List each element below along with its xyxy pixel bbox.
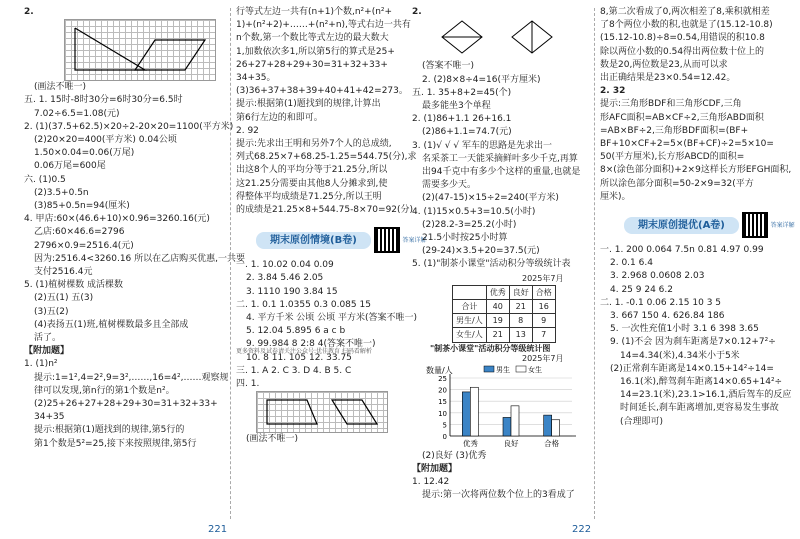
table-cell: 7 (532, 328, 555, 342)
table-row (453, 285, 556, 299)
line: 2. (24, 7, 34, 17)
line: 1,加数依次多1,所以第5行的算式是25+ (236, 46, 395, 57)
line: 1)+(n²+2)+……+(n²+n),等式右边一共有 (236, 20, 411, 31)
line: 一. 1. 200 0.064 7.5n 0.81 4.97 0.99 (600, 245, 764, 256)
line: 9. (1)不会 因为刹车距离是7×0.12+7²÷ (610, 337, 776, 348)
table-header: 良好 (509, 285, 532, 299)
y-tick-label: 20 (438, 386, 447, 395)
line: 支付2516.4元 (34, 267, 93, 278)
line: 乙店:60×46.6=2796 (34, 227, 125, 238)
page-number: 222 (572, 524, 592, 535)
answer-label: 答案详解 (770, 221, 795, 229)
line: 14=4.34(米),4.34米小于5米 (620, 350, 740, 361)
bar (552, 419, 560, 435)
line: 1. 12.42 (412, 477, 450, 488)
column-divider (230, 8, 231, 519)
line: (2)86+1.1=74.7(元) (422, 127, 512, 138)
bar (462, 392, 470, 436)
geometry-grid (64, 19, 216, 81)
line: 21.5小时按25小时算 (422, 233, 508, 244)
x-tick-label: 良好 (503, 438, 519, 448)
line: 提示:第一次将两位数个位上的3看成了 (422, 490, 575, 501)
section-title-row (256, 227, 427, 253)
line: 10. 8 11. 105 12. 33.75 (246, 352, 352, 363)
line: n个数,第一个数比等式左边的最大数大 (236, 33, 389, 44)
line: 第6行左边的和即可。 (236, 112, 323, 123)
line: 除以两位小数的0.54得出两位数十位上的 (600, 46, 765, 57)
y-axis-label: 数量/人 (426, 365, 453, 375)
line: 2. 92 (236, 125, 259, 136)
line: (合理即可) (620, 416, 664, 427)
line: 厘米)。 (600, 191, 631, 202)
bar (503, 417, 511, 436)
appendix-heading: 【附加题】 (24, 346, 70, 357)
line: 2. (412, 7, 422, 17)
table-cell: 16 (532, 300, 555, 314)
legend-male-label: 男生 (496, 365, 510, 374)
stats-table (452, 285, 556, 343)
line: (2)正常刹车距离是14×0.15+14²÷14= (610, 363, 774, 374)
line: 需要多少天。 (422, 180, 477, 191)
line: 五. 1. 15时-8时30分=6时30分=6.5时 (24, 95, 183, 106)
bar (544, 415, 552, 436)
line: (29-24)×3.5+20=37.5(元) (422, 246, 540, 257)
line: (2)25+26+27+28+29+30=31+32+33+ (34, 399, 218, 410)
x-tick-label: 优秀 (462, 438, 478, 448)
line: 所以涂色部分面积=50-2×9=32(平方 (600, 178, 754, 189)
line: 5. (1)植树棵数 成活棵数 (24, 280, 124, 291)
line: 1. (1)n² (24, 359, 58, 370)
line: 了8个两位小数的积,也就是了(15.12-10.8) (600, 20, 773, 31)
table-header (453, 285, 487, 299)
line: 活了。 (34, 333, 62, 344)
line: 形AFC面积=AB×CF÷2,三角形ABD面积 (600, 112, 764, 123)
side-note: 更多资料及试卷请关注公众号:优佳教育 扫码看解析 (236, 348, 372, 355)
line: 8,第二次看成了0,两次相差了8,乘积就相差 (600, 7, 770, 17)
line: 34+35 (34, 412, 65, 423)
right-col-3 (412, 6, 590, 502)
table-cell: 40 (486, 300, 509, 314)
table-cell: 9 (532, 314, 555, 328)
table-cell: 19 (486, 314, 509, 328)
table-cell: 13 (509, 328, 532, 342)
line: 7.02÷6.5=1.08(元) (34, 108, 120, 119)
line: 二. 1. 0.1 1.0355 0.3 0.085 15 (236, 299, 371, 310)
left-col-1 (24, 6, 246, 451)
trapezoid-drawing (257, 392, 387, 432)
chart-title: "制茶小课堂"活动积分等级统计图 (430, 343, 551, 353)
shape-drawing (432, 19, 582, 55)
line: 2. (1)86+1.1 26+16.1 (412, 114, 512, 125)
line: (画法不唯一) (246, 434, 299, 445)
line: (2)28.2-3=25.2(小时) (422, 219, 517, 230)
line: 9. 99.984 8 2:8 4(答案不唯一) (246, 339, 376, 350)
table-cell: 21 (509, 300, 532, 314)
section-title-banner: 期末原创提优(A卷) (624, 217, 739, 234)
answer-label: 答案详解 (402, 236, 427, 244)
line: 这21.25分需要由其他8人分摊求到,使 (236, 178, 388, 189)
line: (答案不唯一) (422, 61, 475, 72)
line: 3. 1110 190 3.84 15 (246, 286, 338, 297)
line: 时间延长,刹车距离增加,更容易发生事故 (620, 403, 779, 414)
line: 2. 3.84 5.46 2.05 (246, 273, 324, 284)
line: (画法不唯一) (34, 82, 87, 93)
line: (4)表扬五(1)班,植树棵数最多且全部成 (34, 319, 189, 330)
line: 3. 667 150 4. 626.84 186 (610, 311, 725, 322)
line: (2)(47-15)×15÷2=240(平方米) (422, 193, 559, 204)
qr-code-icon[interactable] (742, 212, 768, 238)
table-row (453, 300, 556, 314)
section-title-banner: 期末原创情境(B卷) (256, 232, 371, 249)
table-row (453, 328, 556, 342)
qr-code-icon[interactable] (374, 227, 400, 253)
line: 2. 0.1 6.4 (610, 258, 653, 269)
x-tick-label: 合格 (544, 438, 560, 448)
line: 4. (1)15×0.5+3=10.5(小时) (412, 206, 536, 217)
line: 最多能坐3个单程 (422, 101, 491, 112)
line: 3. (1)√ √ √ 军车的思路是先求出一 (412, 140, 552, 151)
geometry-grid (256, 391, 388, 433)
line: 第1个数是5²=25,接下来按照规律,第5行 (34, 438, 197, 449)
y-tick-label: 5 (442, 421, 447, 430)
left-col-2 (236, 6, 427, 446)
line: 26+27+28+29+30=31+32+33+ (236, 59, 388, 70)
line: 三. 1. A 2. C 3. D 4. B 5. C (236, 365, 352, 376)
table-header: 优秀 (486, 285, 509, 299)
line: 4. 甲店:60×(46.6+10)×0.96=3260.16(元) (24, 214, 210, 225)
column-divider (594, 8, 595, 519)
line: 2796×0.9=2516.4(元) (34, 240, 134, 251)
appendix-heading: 【附加题】 (412, 463, 458, 474)
line: 0.06万尾=600尾 (34, 161, 106, 172)
line: 3. 2.968 0.0608 2.03 (610, 271, 705, 282)
line: 2. (2)8×8÷4=16(平方厘米) (422, 74, 541, 85)
line: 得整体平均成绩是71.25分,所以王明 (236, 191, 382, 202)
legend-male-swatch (484, 366, 494, 372)
y-tick-label: 10 (438, 409, 447, 418)
chart-subtitle: 2025年7月 (522, 353, 564, 363)
line: (2)3.5+0.5n (34, 187, 89, 198)
line: =AB×BF÷2,三角形BDF面积=(BF+ (600, 125, 749, 136)
line: 出这8个人的平均分等于21.25分,所以 (236, 165, 388, 176)
line: (3)36+37+38+39+40+41+42=273。 (236, 86, 408, 97)
y-tick-label: 15 (438, 397, 447, 406)
table-cell: 21 (486, 328, 509, 342)
line: 2. (1)(37.5+62.5)×20÷2-20×20=1100(平方米) (24, 121, 234, 132)
line: 16.1(米),醉驾刹车距离14×0.65+14²÷ (620, 377, 783, 388)
line: 5. (1)"制茶小课堂"活动积分等级统计表 (412, 259, 571, 270)
table-cell: 合计 (453, 300, 487, 314)
line: 2. 32 (600, 86, 626, 97)
line: 提示:三角形BDF和三角形CDF,三角 (600, 99, 742, 110)
line: 5. 一次性充值1小时 3.1 6 398 3.65 (610, 324, 759, 335)
line: 行等式左边一共有(n+1)个数,n²+(n²+ (236, 7, 393, 17)
line: 的成绩是21.25×8+544.75-8×70=92(分) (236, 205, 414, 216)
line: 列式68.25×7+68.25-1.25=544.75(分),求 (236, 152, 417, 163)
line: (2)五(1) 五(3) (34, 293, 94, 304)
line: 提示:先求出王明和另外7个人的总成绩, (236, 139, 392, 150)
line: 四. 1. (236, 379, 260, 390)
line: 提示:根据第(1)题找到的规律,第5行的 (34, 425, 185, 436)
line: (3)85+0.5n=94(厘米) (34, 201, 130, 212)
legend-female-swatch (516, 366, 526, 372)
line: 提示:1=1²,4=2²,9=3²,……,16=4²,……观察规 (34, 372, 229, 383)
table-header: 合格 (532, 285, 555, 299)
line: 名采茶工一天能采摘鲜叶多少千克,再算 (422, 153, 578, 164)
line: 出94千克中有多少个这样的重量,也就是 (422, 167, 581, 178)
bar (470, 387, 478, 436)
bar-chart (412, 364, 582, 450)
bar (511, 406, 519, 436)
line: 2025年7月 (522, 273, 564, 283)
line: 4. 平方千米 公顷 公顷 平方米(答案不唯一) (246, 313, 418, 324)
line: 因为:2516.4<3260.16 所以在乙店购买优惠,一共要 (34, 253, 246, 264)
line: 4. 25 9 24 6.2 (610, 284, 673, 295)
line: 一. 1. 10.02 0.04 0.09 (236, 260, 334, 271)
line: (2)20×20=400(平方米) 0.04公顷 (34, 135, 177, 146)
line: 34+35。 (236, 73, 276, 84)
section-title-row (624, 212, 796, 238)
line: 提示:根据第(1)题找到的规律,计算出 (236, 99, 381, 110)
line: 1.50×0.04=0.06(万尾) (34, 148, 135, 159)
y-tick-label: 25 (438, 374, 447, 383)
table-cell: 女生/人 (453, 328, 487, 342)
line: 50(平方厘米),长方形ABCD的面积= (600, 152, 745, 163)
line: BF+10×CF+2=5×(BF+CF)÷2=5×10= (600, 139, 774, 150)
line: 律可以发现,第n行的第1个数是n²。 (34, 385, 175, 396)
line: 五. 1. 35+8+2=45(个) (412, 87, 512, 98)
line: 5. 12.04 5.895 6 a c b (246, 326, 346, 337)
line: (15.12-10.8)÷8=0.54,用错误的积10.8 (600, 33, 765, 44)
y-tick-label: 0 (442, 432, 447, 441)
page-number: 221 (208, 524, 228, 535)
line: 二. 1. -0.1 0.06 2.15 10 3 5 (600, 297, 722, 308)
line: 数是20,两位数是23,从而可以求 (600, 59, 728, 70)
line: 出正确结果是23×0.54=12.42。 (600, 73, 736, 84)
line: (3)五(2) (34, 306, 69, 317)
legend-female-label: 女生 (528, 365, 542, 374)
line: 8×(涂色部分面积)+2×9这样长方形EFGH面积, (600, 165, 792, 176)
table-cell: 男生/人 (453, 314, 487, 328)
line: (2)良好 (3)优秀 (422, 450, 487, 461)
line: 六. (1)0.5 (24, 174, 66, 185)
line: 14=23.1(米),23.1>16.1,酒后驾车的反应 (620, 390, 792, 401)
table-row (453, 314, 556, 328)
parallelogram-drawing (65, 20, 215, 80)
table-cell: 8 (509, 314, 532, 328)
right-col-4 (600, 6, 796, 429)
